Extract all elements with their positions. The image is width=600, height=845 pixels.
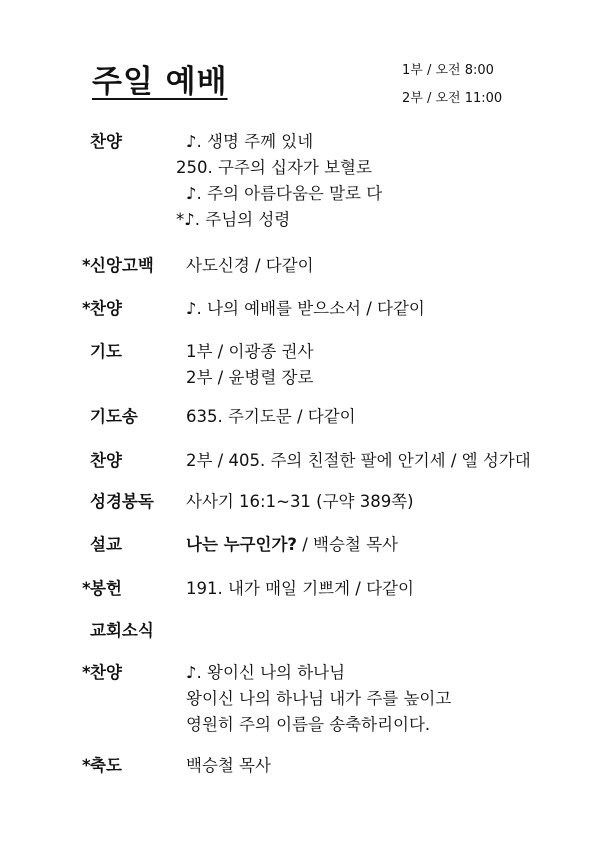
order-label-text: 축도	[90, 756, 122, 775]
content-line: 2부 / 윤병렬 장로	[186, 368, 314, 387]
content-line: 2부 / 405. 주의 친절한 팔에 안기세 / 엘 성가대	[186, 451, 531, 470]
order-label	[78, 339, 164, 365]
order-content	[186, 339, 313, 391]
order-label	[78, 618, 164, 644]
order-label-text: 설교	[90, 535, 122, 554]
order-label-text: 성경봉독	[90, 492, 154, 511]
order-label-text: 기도송	[90, 407, 138, 426]
content-line: ♪. 왕이신 나의 하나님	[186, 663, 346, 682]
order-content	[186, 404, 356, 430]
order-label	[78, 489, 164, 515]
content-line: 191. 내가 매일 기쁘게 / 다같이	[186, 579, 414, 598]
content-line: 사사기 16:1~31 (구약 389쪽)	[186, 492, 414, 511]
standing-mark: *	[82, 299, 91, 318]
content-line: 왕이신 나의 하나님 내가 주를 높이고	[186, 689, 452, 708]
order-label-text: 기도	[90, 342, 122, 361]
sermon-preacher: / 백승철 목사	[296, 535, 398, 554]
service-time-second: 2부 / 오전 11:00	[402, 91, 503, 106]
order-content	[176, 129, 383, 233]
order-label	[78, 296, 164, 322]
order-label	[78, 404, 164, 430]
content-line: 사도신경 / 다같이	[186, 256, 314, 275]
content-line: ♪. 주의 아름다움은 말로 다	[186, 184, 383, 203]
order-label-text: 찬양	[90, 451, 122, 470]
order-label	[78, 253, 164, 279]
order-content	[186, 753, 271, 779]
standing-mark: *	[82, 579, 91, 598]
content-line: ♪. 나의 예배를 받으소서 / 다같이	[186, 299, 425, 318]
order-label-text: 교회소식	[90, 621, 154, 640]
sermon-title: 나는 누구인가?	[186, 535, 297, 554]
standing-mark: *	[82, 256, 91, 275]
order-label-text: 신앙고백	[90, 256, 154, 275]
order-content	[186, 448, 531, 474]
content-line: *♪. 주님의 성령	[176, 210, 291, 229]
order-content	[186, 576, 414, 602]
standing-mark: *	[82, 756, 91, 775]
order-content	[186, 489, 414, 515]
order-content	[186, 253, 314, 279]
order-content	[186, 532, 398, 558]
order-label	[78, 532, 164, 558]
content-line: ♪. 생명 주께 있네	[186, 132, 314, 151]
order-content	[186, 296, 425, 322]
order-label	[78, 448, 164, 474]
order-label	[78, 129, 164, 155]
order-label-text: 찬양	[90, 132, 122, 151]
content-line: 1부 / 이광종 권사	[186, 342, 314, 361]
content-line: 영원히 주의 이름을 송축하리이다.	[186, 715, 431, 734]
order-label-text: 봉헌	[90, 579, 122, 598]
content-line: 250. 구주의 십자가 보혈로	[176, 158, 372, 177]
order-label-text: 찬양	[90, 299, 122, 318]
service-time-first: 1부 / 오전 8:00	[402, 63, 494, 78]
order-label	[78, 753, 164, 779]
order-label	[78, 660, 164, 686]
page-title: 주일 예배	[92, 64, 228, 100]
content-line: 백승철 목사	[186, 756, 271, 775]
order-label	[78, 576, 164, 602]
content-line	[186, 532, 398, 558]
standing-mark: *	[82, 663, 91, 682]
order-label-text: 찬양	[90, 663, 122, 682]
order-content	[186, 660, 451, 738]
content-line: 635. 주기도문 / 다같이	[186, 407, 356, 426]
